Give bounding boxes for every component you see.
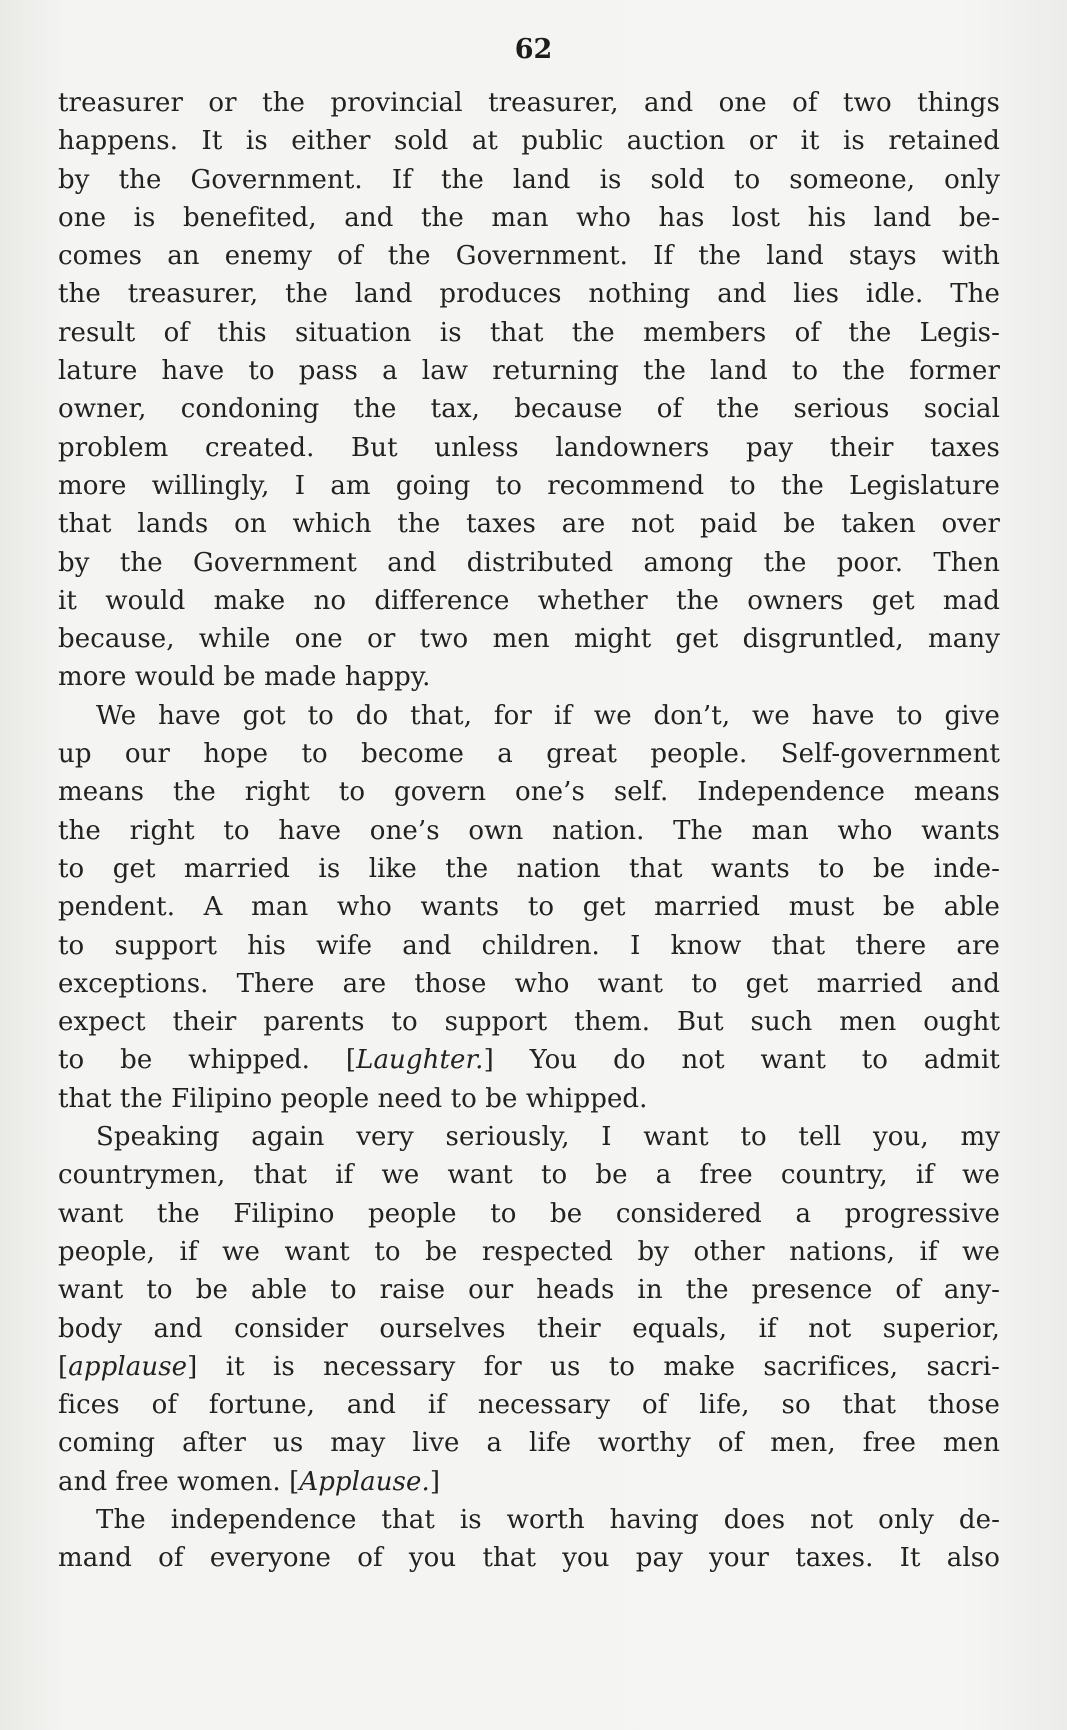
text-line: to get married is like the nation that wants to be inde- <box>58 853 1000 884</box>
text-line: coming after us may live a life worthy of men, free men <box>58 1428 1000 1459</box>
text-line: happens. It is either sold at public auction or it is retained <box>58 126 1000 157</box>
text-line: The independence that is worth having does not only de- <box>96 1504 1000 1535</box>
page-number: 62 <box>514 34 553 65</box>
stage-direction: Applause. <box>299 1466 430 1497</box>
text-line: want to be able to raise our heads in the presence of any- <box>58 1275 1000 1306</box>
text-line: means the right to govern one’s self. Independence means <box>58 777 1000 808</box>
text-line: people, if we want to be respected by other nations, if we <box>58 1236 1000 1267</box>
text-line: lature have to pass a law returning the land to the former <box>58 356 1000 387</box>
text-line: owner, condoning the tax, because of the serious social <box>58 394 1000 425</box>
text-line: exceptions. There are those who want to get married and <box>58 968 1000 999</box>
text-line: that lands on which the taxes are not paid be taken over <box>58 509 1000 540</box>
text-line: countrymen, that if we want to be a free country, if we <box>58 1160 1000 1191</box>
text-line: We have got to do that, for if we don’t, we have to give <box>96 700 1000 731</box>
text-line: the right to have one’s own nation. The man who wants <box>58 815 1000 846</box>
text-line: pendent. A man who wants to get married must be able <box>58 892 1000 923</box>
text-line: result of this situation is that the members of the Legis- <box>58 317 1000 348</box>
body-text <box>58 84 1000 1578</box>
text-line: want the Filipino people to be considered a progressive <box>58 1198 1000 1229</box>
text-line: [applause] it is necessary for us to make sacrifices, sacri- <box>58 1351 1000 1382</box>
text-line: comes an enemy of the Government. If the land stays with <box>58 241 1000 272</box>
text-line: one is benefited, and the man who has lost his land be- <box>58 202 1000 233</box>
text-line: up our hope to become a great people. Self-government <box>58 739 1000 770</box>
text-line: fices of fortune, and if necessary of life, so that those <box>58 1390 1000 1421</box>
text-line: problem created. But unless landowners pay their taxes <box>58 432 1000 463</box>
text-line: to support his wife and children. I know that there are <box>58 930 1000 961</box>
text-line: to be whipped. [Laughter.] You do not want to admit <box>58 1045 1000 1076</box>
text-line: treasurer or the provincial treasurer, and one of two things <box>58 88 1000 118</box>
text-line: by the Government and distributed among the poor. Then <box>58 547 1000 578</box>
text-line: because, while one or two men might get disgruntled, many <box>58 624 1000 655</box>
stage-direction: applause <box>68 1351 188 1382</box>
text-line: body and consider ourselves their equals, if not superior, <box>58 1313 1000 1344</box>
text-line: it would make no difference whether the owners get mad <box>58 585 1000 616</box>
text-line: expect their parents to support them. But such men ought <box>58 1007 1000 1038</box>
text-line: more would be made happy. <box>58 662 431 693</box>
text-line: that the Filipino people need to be whipped. <box>58 1083 648 1114</box>
text-line: more willingly, I am going to recommend to the Legislature <box>58 470 1000 501</box>
stage-direction: Laughter. <box>356 1045 484 1076</box>
text-line: Speaking again very seriously, I want to tell you, my <box>96 1122 1000 1153</box>
text-line: the treasurer, the land produces nothing and lies idle. The <box>58 279 1000 310</box>
text-line: by the Government. If the land is sold to someone, only <box>58 164 1000 195</box>
text-line: mand of everyone of you that you pay your taxes. It also <box>58 1543 1000 1574</box>
text-line: and free women. [Applause.] <box>58 1466 441 1497</box>
